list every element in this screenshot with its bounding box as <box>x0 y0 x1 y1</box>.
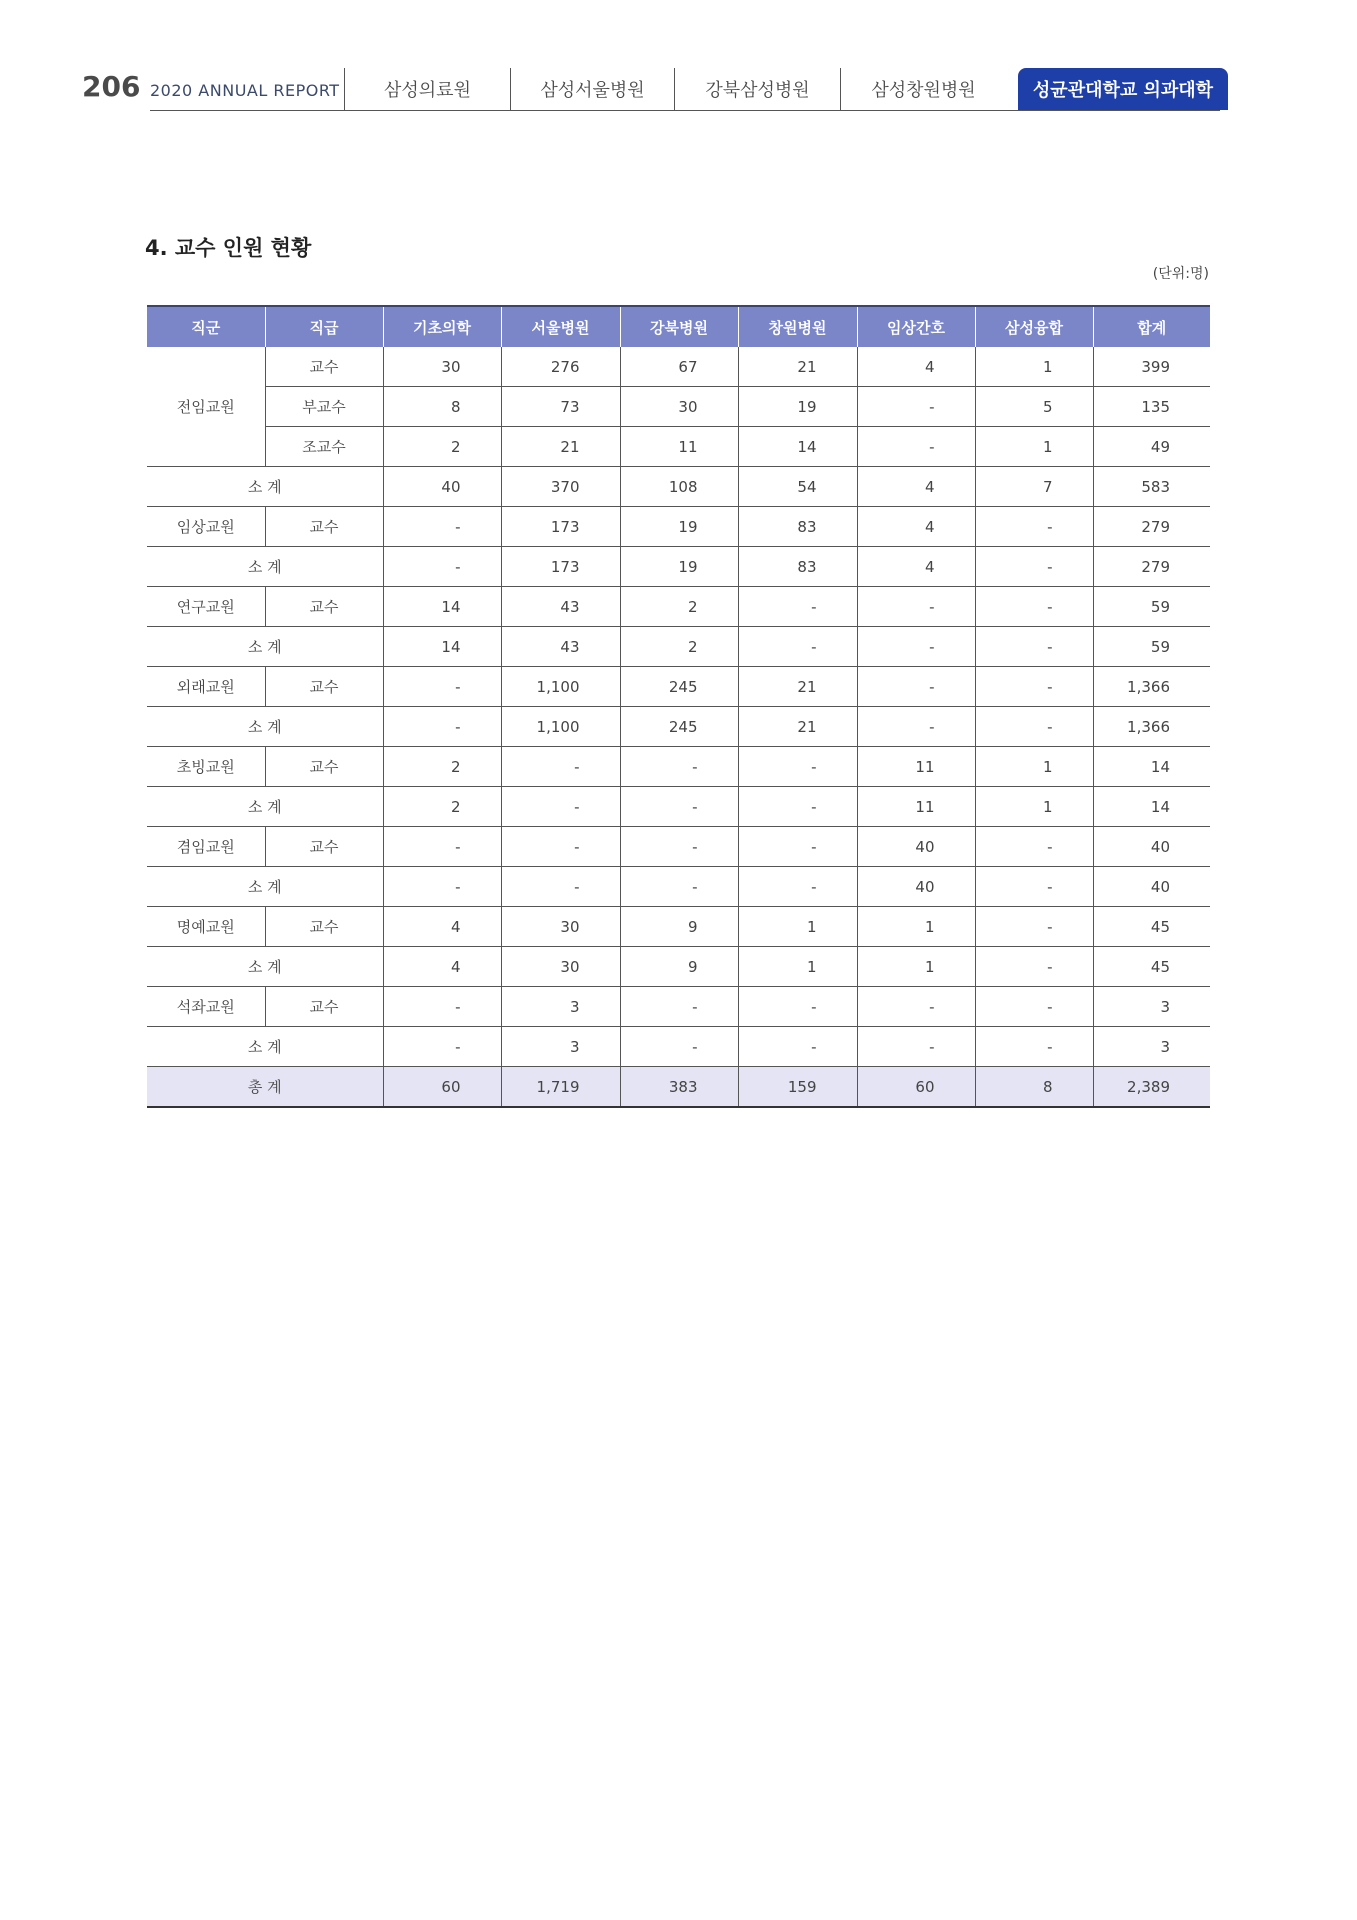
value-cell: - <box>501 787 620 827</box>
value-cell: 135 <box>1093 387 1210 427</box>
value-cell: 1 <box>738 907 857 947</box>
column-header: 합계 <box>1093 306 1210 347</box>
total-value-cell: 2,389 <box>1093 1067 1210 1108</box>
value-cell: 40 <box>857 867 975 907</box>
group-cell: 전임교원 <box>147 347 265 467</box>
value-cell: 9 <box>620 947 738 987</box>
value-cell: 43 <box>501 587 620 627</box>
value-cell: 19 <box>620 547 738 587</box>
value-cell: 21 <box>738 707 857 747</box>
value-cell: 21 <box>738 667 857 707</box>
value-cell: 5 <box>975 387 1093 427</box>
value-cell: 45 <box>1093 947 1210 987</box>
value-cell: 1 <box>975 347 1093 387</box>
subtotal-label: 소 계 <box>147 627 383 667</box>
section-title: 4. 교수 인원 현황 <box>145 236 312 260</box>
value-cell: 1 <box>975 747 1093 787</box>
value-cell: 40 <box>1093 827 1210 867</box>
subtotal-label: 소 계 <box>147 1027 383 1067</box>
table-row <box>147 587 1210 627</box>
rank-cell: 교수 <box>265 827 383 867</box>
column-header: 직군 <box>147 306 265 347</box>
value-cell: 43 <box>501 627 620 667</box>
total-value-cell: 383 <box>620 1067 738 1108</box>
value-cell: 3 <box>1093 987 1210 1027</box>
value-cell: - <box>383 1027 501 1067</box>
value-cell: - <box>857 707 975 747</box>
tab-samsung-medical-center[interactable]: 삼성의료원 <box>344 68 510 110</box>
value-cell: 108 <box>620 467 738 507</box>
column-header: 창원병원 <box>738 306 857 347</box>
value-cell: - <box>738 747 857 787</box>
rank-cell: 교수 <box>265 347 383 387</box>
value-cell: 14 <box>1093 787 1210 827</box>
value-cell: - <box>857 667 975 707</box>
value-cell: 30 <box>501 907 620 947</box>
group-cell: 명예교원 <box>147 907 265 947</box>
table-header-row <box>147 306 1210 347</box>
value-cell: - <box>501 867 620 907</box>
tab-samsung-seoul-hospital[interactable]: 삼성서울병원 <box>510 68 674 110</box>
value-cell: - <box>857 387 975 427</box>
group-cell: 임상교원 <box>147 507 265 547</box>
value-cell: - <box>501 827 620 867</box>
value-cell: 54 <box>738 467 857 507</box>
value-cell: 4 <box>857 467 975 507</box>
value-cell: 3 <box>501 1027 620 1067</box>
value-cell: 40 <box>857 827 975 867</box>
value-cell: 1,100 <box>501 667 620 707</box>
table-row <box>147 827 1210 867</box>
value-cell: 3 <box>501 987 620 1027</box>
value-cell: 8 <box>383 387 501 427</box>
table-row <box>147 667 1210 707</box>
value-cell: 4 <box>857 507 975 547</box>
value-cell: - <box>383 707 501 747</box>
value-cell: - <box>738 787 857 827</box>
unit-label: (단위:명) <box>1152 266 1209 282</box>
subtotal-label: 소 계 <box>147 947 383 987</box>
subtotal-label: 소 계 <box>147 547 383 587</box>
value-cell: 1 <box>738 947 857 987</box>
value-cell: - <box>975 627 1093 667</box>
tab-samsung-changwon-hospital[interactable]: 삼성창원병원 <box>840 68 1006 110</box>
value-cell: - <box>857 987 975 1027</box>
subtotal-label: 소 계 <box>147 707 383 747</box>
value-cell: 19 <box>620 507 738 547</box>
value-cell: - <box>383 667 501 707</box>
value-cell: - <box>975 507 1093 547</box>
value-cell: 9 <box>620 907 738 947</box>
value-cell: 14 <box>383 627 501 667</box>
value-cell: - <box>975 947 1093 987</box>
value-cell: 173 <box>501 507 620 547</box>
tab-kangbuk-samsung-hospital[interactable]: 강북삼성병원 <box>674 68 840 110</box>
column-header: 삼성융합 <box>975 306 1093 347</box>
value-cell: 1 <box>857 947 975 987</box>
value-cell: 2 <box>383 427 501 467</box>
value-cell: - <box>620 747 738 787</box>
table-row <box>147 747 1210 787</box>
group-cell: 외래교원 <box>147 667 265 707</box>
value-cell: 4 <box>857 547 975 587</box>
section-tabs <box>344 68 1228 110</box>
column-header: 임상간호 <box>857 306 975 347</box>
value-cell: 14 <box>1093 747 1210 787</box>
subtotal-row <box>147 947 1210 987</box>
total-row <box>147 1067 1210 1108</box>
value-cell: - <box>857 587 975 627</box>
value-cell: 21 <box>738 347 857 387</box>
value-cell: 1 <box>857 907 975 947</box>
value-cell: 173 <box>501 547 620 587</box>
value-cell: - <box>738 587 857 627</box>
value-cell: 4 <box>383 907 501 947</box>
value-cell: 4 <box>383 947 501 987</box>
value-cell: - <box>975 827 1093 867</box>
value-cell: - <box>620 827 738 867</box>
value-cell: 14 <box>383 587 501 627</box>
faculty-table <box>147 305 1210 1108</box>
column-header: 강북병원 <box>620 306 738 347</box>
table-row <box>147 987 1210 1027</box>
rank-cell: 교수 <box>265 907 383 947</box>
value-cell: - <box>975 987 1093 1027</box>
subtotal-label: 소 계 <box>147 467 383 507</box>
value-cell: 2 <box>620 587 738 627</box>
value-cell: 2 <box>383 747 501 787</box>
tab-skku-medicine[interactable]: 성균관대학교 의과대학 <box>1018 68 1228 110</box>
value-cell: 83 <box>738 547 857 587</box>
value-cell: 279 <box>1093 507 1210 547</box>
value-cell: 1,100 <box>501 707 620 747</box>
value-cell: 399 <box>1093 347 1210 387</box>
header-divider <box>150 110 1220 111</box>
value-cell: 59 <box>1093 587 1210 627</box>
value-cell: - <box>857 627 975 667</box>
page-header <box>0 0 1357 120</box>
rank-cell: 조교수 <box>265 427 383 467</box>
table-row <box>147 907 1210 947</box>
value-cell: - <box>975 547 1093 587</box>
value-cell: - <box>501 747 620 787</box>
value-cell: 245 <box>620 667 738 707</box>
table-row <box>147 387 1210 427</box>
value-cell: - <box>738 827 857 867</box>
value-cell: - <box>975 867 1093 907</box>
value-cell: 11 <box>620 427 738 467</box>
value-cell: - <box>383 987 501 1027</box>
value-cell: 2 <box>383 787 501 827</box>
value-cell: 73 <box>501 387 620 427</box>
value-cell: 1,366 <box>1093 707 1210 747</box>
table-row <box>147 347 1210 387</box>
value-cell: 370 <box>501 467 620 507</box>
subtotal-row <box>147 707 1210 747</box>
value-cell: 21 <box>501 427 620 467</box>
value-cell: 4 <box>857 347 975 387</box>
value-cell: 276 <box>501 347 620 387</box>
subtotal-row <box>147 627 1210 667</box>
value-cell: 83 <box>738 507 857 547</box>
value-cell: 11 <box>857 747 975 787</box>
rank-cell: 교수 <box>265 507 383 547</box>
group-cell: 석좌교원 <box>147 987 265 1027</box>
rank-cell: 교수 <box>265 987 383 1027</box>
value-cell: - <box>620 867 738 907</box>
value-cell: 2 <box>620 627 738 667</box>
value-cell: - <box>383 547 501 587</box>
rank-cell: 교수 <box>265 667 383 707</box>
value-cell: - <box>738 867 857 907</box>
value-cell: 7 <box>975 467 1093 507</box>
page-number: 206 <box>82 70 141 103</box>
subtotal-label: 소 계 <box>147 867 383 907</box>
column-header: 직급 <box>265 306 383 347</box>
value-cell: 45 <box>1093 907 1210 947</box>
total-label: 총 계 <box>147 1067 383 1108</box>
value-cell: 3 <box>1093 1027 1210 1067</box>
value-cell: 49 <box>1093 427 1210 467</box>
rank-cell: 교수 <box>265 747 383 787</box>
rank-cell: 부교수 <box>265 387 383 427</box>
value-cell: 67 <box>620 347 738 387</box>
value-cell: - <box>738 1027 857 1067</box>
table-row <box>147 507 1210 547</box>
value-cell: - <box>738 987 857 1027</box>
column-header: 기초의학 <box>383 306 501 347</box>
value-cell: 59 <box>1093 627 1210 667</box>
value-cell: - <box>975 907 1093 947</box>
value-cell: 245 <box>620 707 738 747</box>
value-cell: 30 <box>383 347 501 387</box>
table-row <box>147 427 1210 467</box>
subtotal-label: 소 계 <box>147 787 383 827</box>
subtotal-row <box>147 787 1210 827</box>
value-cell: 11 <box>857 787 975 827</box>
total-value-cell: 1,719 <box>501 1067 620 1108</box>
subtotal-row <box>147 867 1210 907</box>
value-cell: 14 <box>738 427 857 467</box>
value-cell: - <box>383 827 501 867</box>
value-cell: - <box>857 427 975 467</box>
column-header: 서울병원 <box>501 306 620 347</box>
value-cell: 279 <box>1093 547 1210 587</box>
total-value-cell: 60 <box>857 1067 975 1108</box>
value-cell: 1 <box>975 787 1093 827</box>
value-cell: - <box>620 787 738 827</box>
value-cell: - <box>975 1027 1093 1067</box>
value-cell: - <box>620 987 738 1027</box>
value-cell: - <box>975 587 1093 627</box>
subtotal-row <box>147 1027 1210 1067</box>
subtotal-row <box>147 547 1210 587</box>
group-cell: 초빙교원 <box>147 747 265 787</box>
value-cell: - <box>383 867 501 907</box>
value-cell: 583 <box>1093 467 1210 507</box>
subtotal-row <box>147 467 1210 507</box>
group-cell: 겸임교원 <box>147 827 265 867</box>
value-cell: 30 <box>620 387 738 427</box>
value-cell: - <box>383 507 501 547</box>
value-cell: - <box>975 667 1093 707</box>
group-cell: 연구교원 <box>147 587 265 627</box>
report-label: 2020 ANNUAL REPORT <box>150 81 340 100</box>
total-value-cell: 159 <box>738 1067 857 1108</box>
value-cell: - <box>620 1027 738 1067</box>
value-cell: - <box>738 627 857 667</box>
value-cell: 40 <box>1093 867 1210 907</box>
value-cell: 30 <box>501 947 620 987</box>
value-cell: - <box>975 707 1093 747</box>
total-value-cell: 60 <box>383 1067 501 1108</box>
rank-cell: 교수 <box>265 587 383 627</box>
value-cell: 1 <box>975 427 1093 467</box>
value-cell: - <box>857 1027 975 1067</box>
total-value-cell: 8 <box>975 1067 1093 1108</box>
value-cell: 40 <box>383 467 501 507</box>
value-cell: 19 <box>738 387 857 427</box>
value-cell: 1,366 <box>1093 667 1210 707</box>
